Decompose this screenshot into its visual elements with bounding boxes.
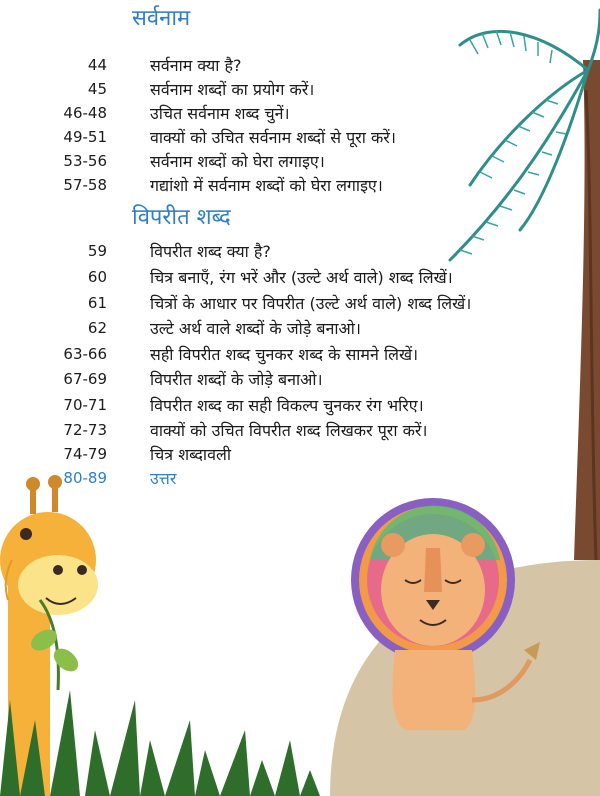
toc-entry-answers[interactable]: [0, 467, 600, 493]
toc-entry: [0, 317, 600, 343]
entry-title: उल्टे अर्थ वाले शब्दों के जोड़े बनाओ।: [150, 319, 361, 338]
toc-entry: [0, 102, 600, 128]
page-range: 60: [87, 268, 107, 286]
page-range: 45: [87, 80, 107, 98]
toc-entry: [0, 78, 600, 104]
page-range: 57-58: [63, 176, 107, 194]
entry-title: उत्तर: [150, 469, 177, 488]
toc-entry: [0, 126, 600, 152]
page-range: 59: [87, 242, 107, 260]
toc-entry: [0, 343, 600, 369]
section-heading-sarvanam: सर्वनाम: [132, 6, 191, 31]
page-range: 80-89: [63, 469, 107, 487]
entry-title: चित्र बनाएँ, रंग भरें और (उल्टे अर्थ वाले) शब्द लिखें।: [150, 268, 453, 287]
toc-entry: [0, 240, 600, 266]
toc-entry: [0, 419, 600, 445]
toc-entry: [0, 443, 600, 469]
toc-entry: [0, 394, 600, 420]
entry-title: सर्वनाम शब्दों का प्रयोग करें।: [150, 80, 315, 99]
entry-title: चित्रों के आधार पर विपरीत (उल्टे अर्थ वाले) शब्द लिखें।: [150, 294, 472, 313]
page-range: 53-56: [63, 152, 107, 170]
page-range: 61: [87, 294, 107, 312]
toc-entry: [0, 292, 600, 318]
page-range: 44: [87, 56, 107, 74]
entry-title: सर्वनाम क्या है?: [150, 56, 242, 75]
entry-title: विपरीत शब्दों के जोड़े बनाओ।: [150, 370, 323, 389]
entry-title: सही विपरीत शब्द चुनकर शब्द के सामने लिखें।: [150, 345, 419, 364]
page-range: 49-51: [63, 128, 107, 146]
page-range: 74-79: [63, 445, 107, 463]
entry-title: वाक्यों को उचित विपरीत शब्द लिखकर पूरा करें।: [150, 421, 428, 440]
section-heading-vipreet-shabd: विपरीत शब्द: [132, 205, 231, 230]
entry-title: वाक्यों को उचित सर्वनाम शब्दों से पूरा करें।: [150, 128, 396, 147]
page-range: 70-71: [63, 396, 107, 414]
page-range: 67-69: [63, 370, 107, 388]
entry-title: विपरीत शब्द क्या है?: [150, 242, 271, 261]
toc-entry: [0, 368, 600, 394]
toc-entry: [0, 54, 600, 80]
page-range: 72-73: [63, 421, 107, 439]
page-range: 63-66: [63, 345, 107, 363]
toc-entry: [0, 266, 600, 292]
toc-entry: [0, 174, 600, 200]
page-range: 46-48: [63, 104, 107, 122]
entry-title: विपरीत शब्द का सही विकल्प चुनकर रंग भरिए।: [150, 396, 424, 415]
page-range: 62: [87, 319, 107, 337]
toc-entry: [0, 150, 600, 176]
entry-title: उचित सर्वनाम शब्द चुनें।: [150, 104, 290, 123]
entry-title: गद्यांशो में सर्वनाम शब्दों को घेरा लगाइए।: [150, 176, 383, 195]
entry-title: सर्वनाम शब्दों को घेरा लगाइए।: [150, 152, 325, 171]
entry-title: चित्र शब्दावली: [150, 445, 231, 464]
